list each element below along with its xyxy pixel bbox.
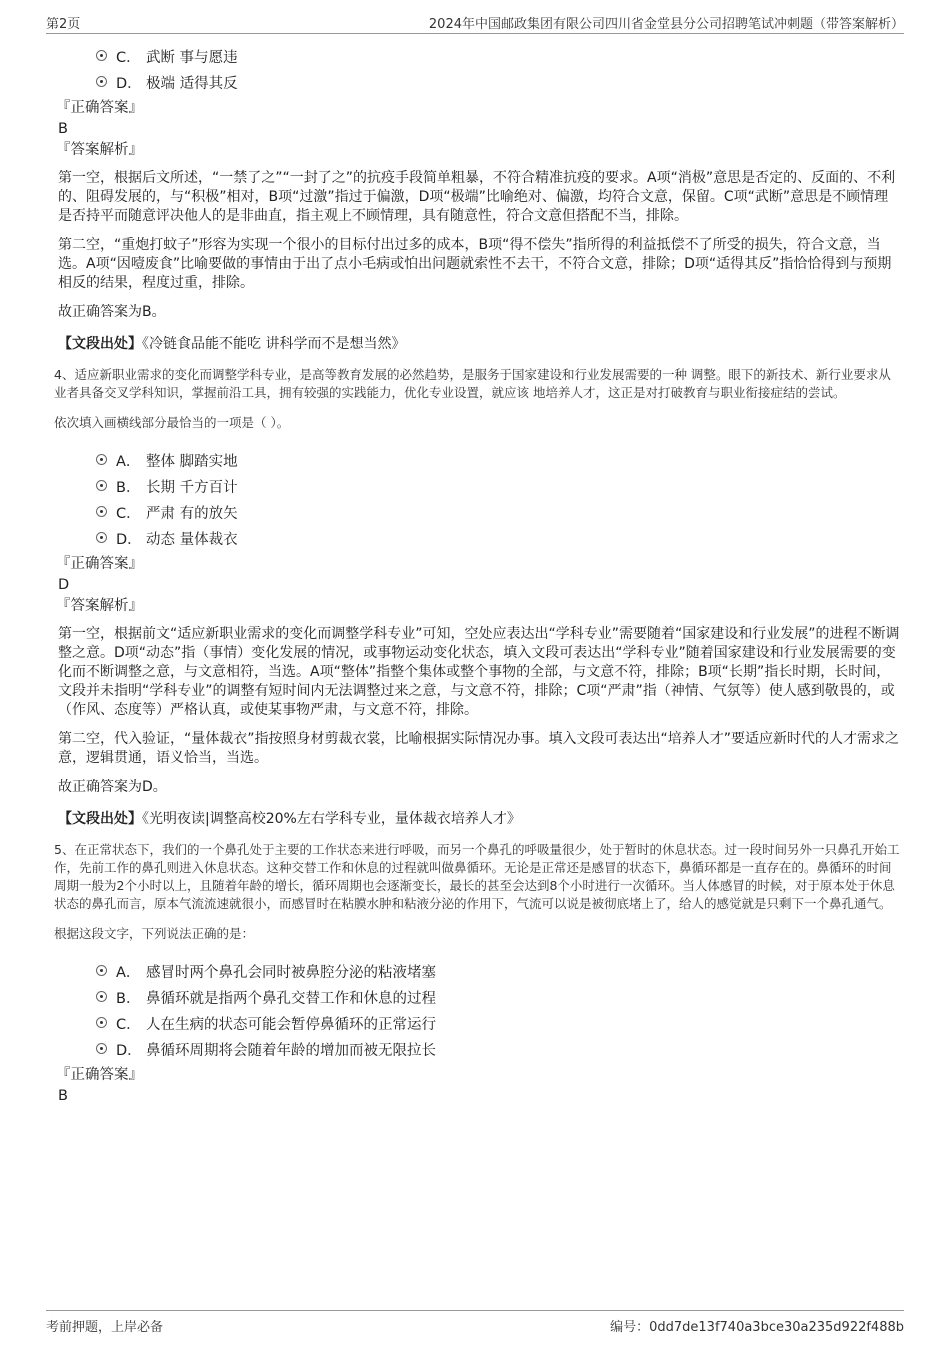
page-number: 第2页 [46, 17, 81, 32]
option-c[interactable]: C． 严肃 有的放矢 [46, 498, 906, 524]
document-title: 2024年中国邮政集团有限公司四川省金堂县分公司招聘笔试冲刺题（带答案解析） [428, 17, 904, 32]
question-prompt: 根据这段文字，下列说法正确的是： [54, 926, 255, 941]
radio-icon[interactable] [96, 965, 107, 976]
answer-label: 『正确答案』 [56, 1067, 143, 1083]
question-prompt: 依次填入画横线部分最恰当的一项是（ ）。 [54, 415, 290, 430]
correct-answer: B [58, 121, 68, 137]
radio-icon[interactable] [96, 454, 107, 465]
question-stem: 5、在正常状态下，我们的一个鼻孔处于主要的工作状态来进行呼吸，而另一个鼻孔的呼吸量很少，处于暂时的休息状态。过一段时间另外一只鼻孔开始工作，先前工作的鼻孔则进入休息状态。这种交替工作和休息的过程就叫做鼻循环。无论是正常还是感冒的状态下，鼻循环都是一直存在的。鼻循环的时间周期一般为2个小时以上，且随着年龄的增长，循环周期也会逐渐变长，最长的甚至会达到8个小时进行一次循环。当人体感冒的时候，对于原本处于休息状态的鼻孔而言，原本气流流速就很小，而感冒时在粘膜水肿和粘液分泌的作用下，气流可以说是被彻底堵上了，给人的感觉就是只剩下一个鼻孔通气。 [54, 842, 900, 911]
radio-icon[interactable] [96, 506, 107, 517]
radio-icon[interactable] [96, 991, 107, 1002]
radio-icon[interactable] [96, 50, 107, 61]
radio-icon[interactable] [96, 532, 107, 543]
option-d[interactable]: D． 鼻循环周期将会随着年龄的增加而被无限拉长 [46, 1035, 906, 1061]
analysis-conclusion: 故正确答案为D。 [58, 779, 167, 795]
analysis-paragraph: 第一空，根据后文所述，“一禁了之”“一封了之”的抗疫手段简单粗暴，不符合精准抗疫的要求。A项“消极”意思是否定的、反面的、不利的、阻碍发展的，与“积极”相对，B项“过激”指过于偏激，D项“极端”比喻绝对、偏激，均符合文意，保留。C项“武断”意思是不顾情理是否持平而随意评决他人的是非曲直，指主观上不顾情理，具有随意性，符合文意但搭配不当，排除。 [58, 170, 896, 224]
correct-answer: D [58, 577, 70, 593]
analysis-conclusion: 故正确答案为B。 [58, 304, 166, 320]
analysis-label: 『答案解析』 [56, 598, 143, 614]
analysis-label: 『答案解析』 [56, 142, 143, 158]
page-header [46, 13, 904, 34]
source-line: 【文段出处】《光明夜读|调整高校20%左右学科专业，量体裁衣培养人才》 [58, 811, 521, 827]
option-c[interactable]: C． 人在生病的状态可能会暂停鼻循环的正常运行 [46, 1009, 906, 1035]
radio-icon[interactable] [96, 76, 107, 87]
radio-icon[interactable] [96, 1017, 107, 1028]
page-footer [46, 1310, 904, 1335]
option-d[interactable]: D． 极端 适得其反 [46, 68, 906, 94]
option-a[interactable]: A． 整体 脚踏实地 [46, 446, 906, 472]
answer-label: 『正确答案』 [56, 556, 143, 572]
source-line: 【文段出处】《冷链食品能不能吃 讲科学而不是想当然》 [58, 336, 406, 352]
question-stem: 4、适应新职业需求的变化而调整学科专业，是高等教育发展的必然趋势，是服务于国家建设和行业发展需要的一种 调整。眼下的新技术、新行业要求从业者具备交叉学科知识，掌握前沿工具，拥有较强的实践能力，优化专业设置，就应该 地培养人才，这正是对打破教育与职业衔接症结的尝试。 [54, 367, 891, 400]
page-content [46, 42, 906, 1107]
analysis-paragraph: 第二空，代入验证，“量体裁衣”指按照身材剪裁衣裳，比喻根据实际情况办事。填入文段可表达出“培养人才”要适应新时代的人才需求之意，逻辑贯通，语义恰当，当选。 [58, 731, 900, 766]
document-id: 编号：0dd7de13f740a3bce30a235d922f488b [610, 1320, 904, 1335]
option-a[interactable]: A． 感冒时两个鼻孔会同时被鼻腔分泌的粘液堵塞 [46, 957, 906, 983]
correct-answer: B [58, 1088, 68, 1104]
option-c[interactable]: C． 武断 事与愿违 [46, 42, 906, 68]
radio-icon[interactable] [96, 480, 107, 491]
option-d[interactable]: D． 动态 量体裁衣 [46, 524, 906, 550]
radio-icon[interactable] [96, 1043, 107, 1054]
option-b[interactable]: B． 长期 千方百计 [46, 472, 906, 498]
answer-label: 『正确答案』 [56, 100, 143, 116]
option-b[interactable]: B． 鼻循环就是指两个鼻孔交替工作和休息的过程 [46, 983, 906, 1009]
analysis-paragraph: 第二空，“重炮打蚊子”形容为实现一个很小的目标付出过多的成本，B项“得不偿失”指所得的利益抵偿不了所受的损失，符合文意，当选。A项“因噎废食”比喻要做的事情由于出了点小毛病或怕出问题就索性不去干，不符合文意，排除；D项“适得其反”指恰恰得到与预期相反的结果，程度过重，排除。 [58, 237, 892, 291]
analysis-paragraph: 第一空，根据前文“适应新职业需求的变化而调整学科专业”可知，空处应表达出“学科专业”需要随着“国家建设和行业发展”的进程不断调整之意。D项“动态”指（事情）变化发展的情况，或事物运动变化状态，填入文段可表达出“学科专业”随着国家建设和行业发展需要的变化而不断调整之意，与文意相符，当选。A项“整体”指整个集体或整个事物的全部，与文意不符，排除；B项“长期”指长时期，长时间，文段并未指明“学科专业”的调整有短时间内无法调整过来之意，与文意不符，排除；C项“严肃”指（神情、气氛等）使人感到敬畏的，或（作风、态度等）严格认真，或使某事物严肃，与文意不符，排除。 [58, 626, 900, 718]
footer-slogan: 考前押题，上岸必备 [46, 1320, 164, 1335]
